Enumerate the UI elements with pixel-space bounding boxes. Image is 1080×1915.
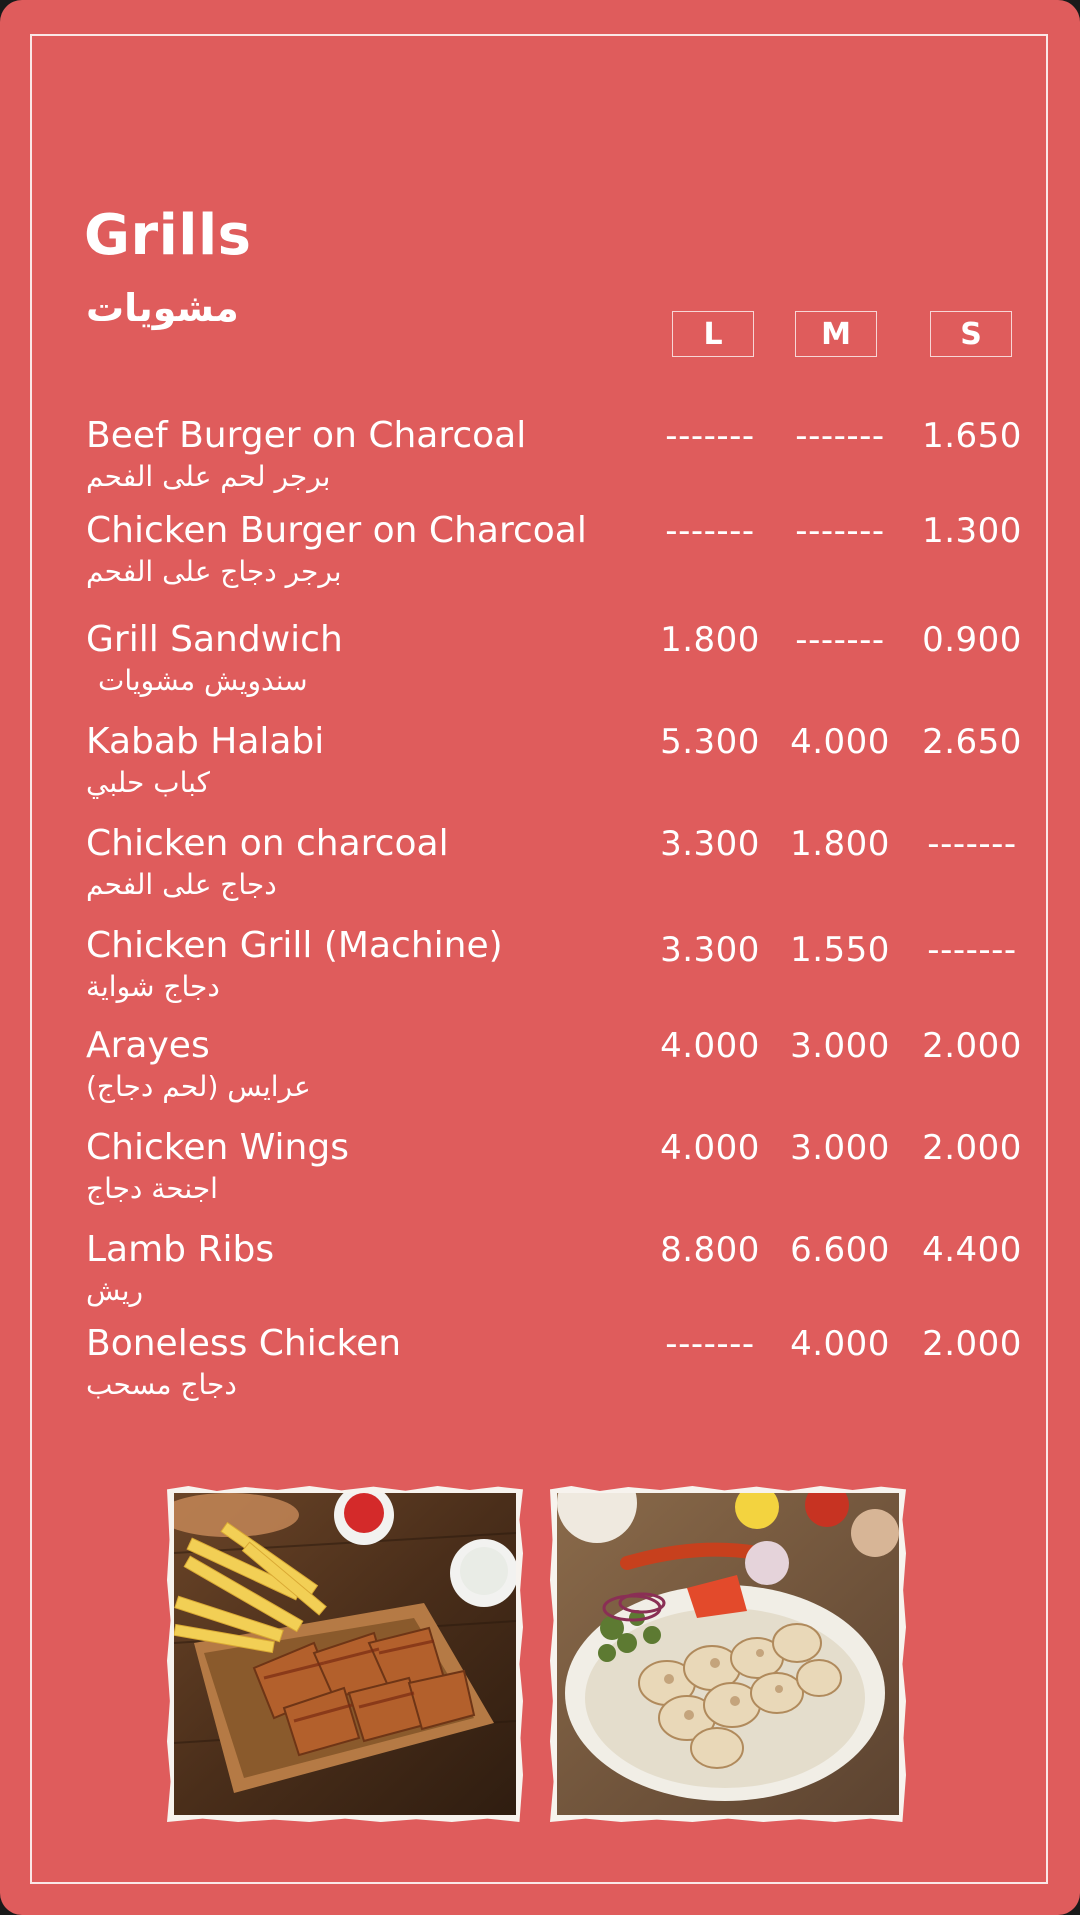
price-large: 3.300 xyxy=(660,930,760,970)
price-small: 2.000 xyxy=(922,1324,1022,1364)
price-large: ------- xyxy=(665,416,755,456)
item-name: Chicken on charcoal xyxy=(86,823,449,864)
arayes-with-fries-photo xyxy=(167,1486,523,1822)
menu-subtitle-arabic: مشويات xyxy=(86,286,239,330)
size-header-large: L xyxy=(672,311,754,357)
item-name: Chicken Wings xyxy=(86,1127,349,1168)
price-large: ------- xyxy=(665,511,755,551)
price-large: 8.800 xyxy=(660,1230,760,1270)
menu-item xyxy=(86,1126,1026,1218)
menu-item xyxy=(86,924,1026,1016)
arayes-with-fries-illustration xyxy=(174,1493,516,1815)
item-name-arabic: ريش xyxy=(86,1274,144,1307)
menu-item xyxy=(86,509,1026,601)
price-small: ------- xyxy=(927,824,1017,864)
item-name-arabic: دجاج شواية xyxy=(86,970,220,1003)
price-large: 1.800 xyxy=(660,620,760,660)
price-small: 0.900 xyxy=(922,620,1022,660)
item-name-arabic: برجر لحم على الفحم xyxy=(86,460,331,493)
item-name-arabic: دجاج مسحب xyxy=(86,1368,237,1401)
chicken-plate-photo xyxy=(550,1486,906,1822)
price-large: 5.300 xyxy=(660,722,760,762)
item-name-arabic: سندويش مشويات xyxy=(98,664,308,697)
price-medium: ------- xyxy=(795,416,885,456)
price-medium: ------- xyxy=(795,511,885,551)
price-small: 4.400 xyxy=(922,1230,1022,1270)
menu-item xyxy=(86,1322,1026,1414)
item-name-arabic: كباب حلبي xyxy=(86,766,210,799)
price-small: 1.300 xyxy=(922,511,1022,551)
menu-item xyxy=(86,618,1026,710)
price-medium: 4.000 xyxy=(790,722,890,762)
price-small: 1.650 xyxy=(922,416,1022,456)
menu-item xyxy=(86,822,1026,914)
item-name-arabic: عرايس (لحم دجاج) xyxy=(86,1070,311,1103)
menu-item xyxy=(86,1024,1026,1116)
size-header-medium: M xyxy=(795,311,877,357)
item-name-arabic: دجاج على الفحم xyxy=(86,868,277,901)
price-medium: 4.000 xyxy=(790,1324,890,1364)
price-medium: 1.800 xyxy=(790,824,890,864)
item-name: Grill Sandwich xyxy=(86,619,343,660)
size-header-small: S xyxy=(930,311,1012,357)
item-name: Chicken Grill (Machine) xyxy=(86,925,503,966)
menu-title: Grills xyxy=(84,203,252,268)
price-medium: 1.550 xyxy=(790,930,890,970)
item-name: Beef Burger on Charcoal xyxy=(86,415,527,456)
price-medium: ------- xyxy=(795,620,885,660)
price-small: 2.000 xyxy=(922,1026,1022,1066)
price-small: ------- xyxy=(927,930,1017,970)
menu-item xyxy=(86,1228,1026,1320)
price-medium: 6.600 xyxy=(790,1230,890,1270)
item-name: Chicken Burger on Charcoal xyxy=(86,510,587,551)
price-large: ------- xyxy=(665,1324,755,1364)
price-medium: 3.000 xyxy=(790,1026,890,1066)
price-medium: 3.000 xyxy=(790,1128,890,1168)
price-small: 2.650 xyxy=(922,722,1022,762)
menu-item xyxy=(86,720,1026,812)
price-large: 4.000 xyxy=(660,1026,760,1066)
item-name: Kabab Halabi xyxy=(86,721,325,762)
item-name-arabic: برجر دجاج على الفحم xyxy=(86,555,342,588)
menu-item xyxy=(86,414,1026,506)
price-large: 4.000 xyxy=(660,1128,760,1168)
price-small: 2.000 xyxy=(922,1128,1022,1168)
item-name: Arayes xyxy=(86,1025,210,1066)
item-name: Lamb Ribs xyxy=(86,1229,275,1270)
item-name-arabic: اجنحة دجاج xyxy=(86,1172,218,1205)
chicken-plate-illustration xyxy=(557,1493,899,1815)
item-name: Boneless Chicken xyxy=(86,1323,402,1364)
price-large: 3.300 xyxy=(660,824,760,864)
